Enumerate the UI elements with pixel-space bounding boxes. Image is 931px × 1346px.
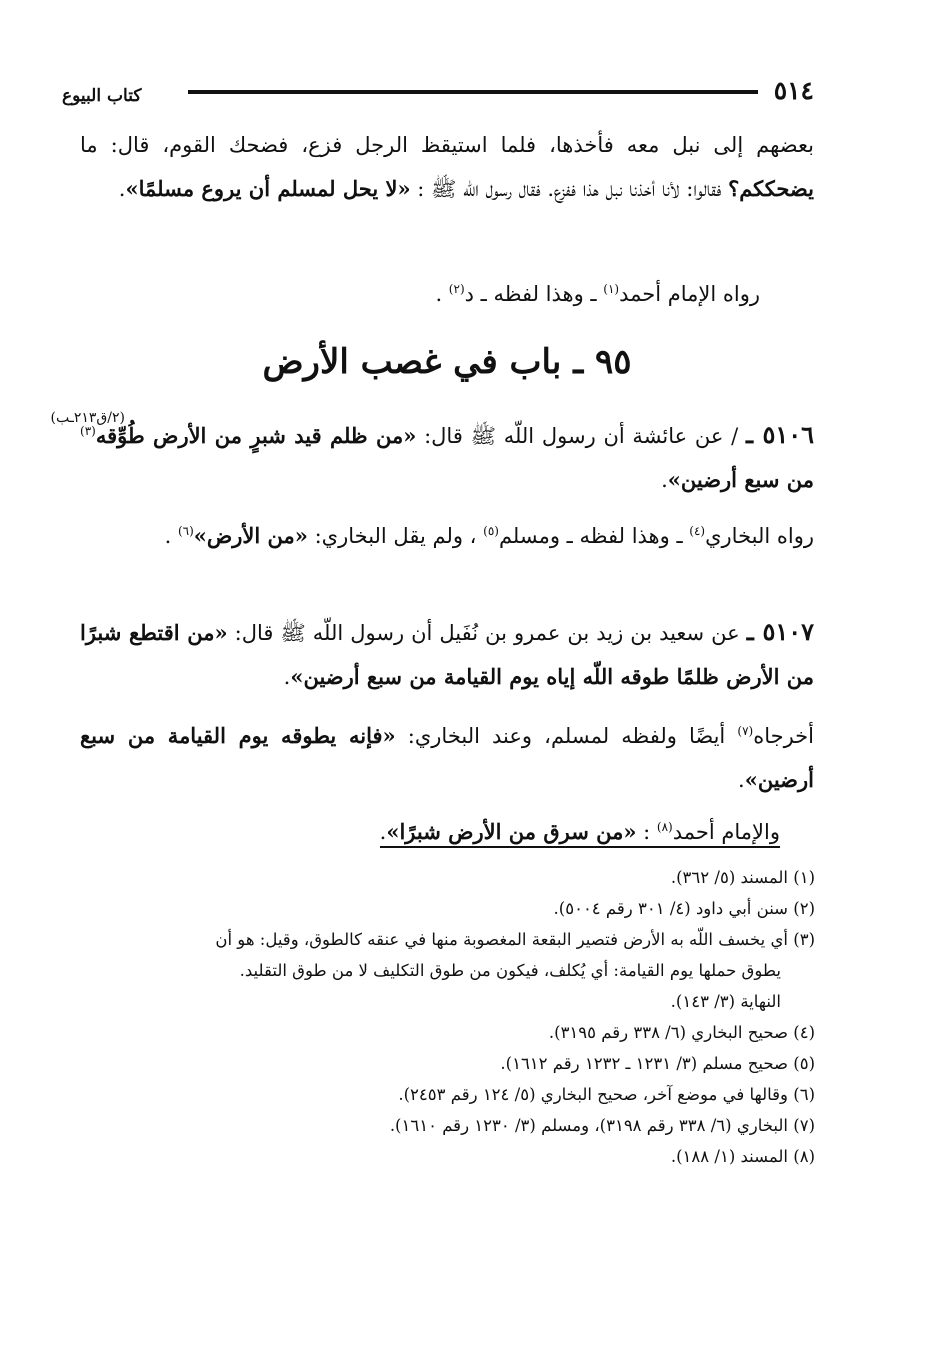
- paragraph-hadith-continuation: [80, 124, 814, 211]
- page-number: ٥١٤: [773, 76, 814, 105]
- text-segment: رواه الإمام أحمد: [619, 282, 760, 306]
- footnote-item: (٧) البخاري (٦/ ٣٣٨ رقم ٣١٩٨)، ومسلم (٣/ ١٢٣٠ رقم ١٦١٠).: [389, 1116, 815, 1135]
- footnote-item-continuation: يطوق حملها يوم القيامة: أي يُكلف، فيكون من طوق التكليف لا من طوق التقليد.: [239, 961, 781, 980]
- footnote-item: (٤) صحيح البخاري (٦/ ٣٣٨ رقم ٣١٩٥).: [548, 1023, 815, 1042]
- footnote-ref: (٨): [656, 820, 673, 834]
- footnote-item: (١) المسند (٥/ ٣٦٢).: [670, 868, 815, 887]
- hadith-quote: «لا يحل لمسلم أن يروع مسلمًا»: [125, 176, 411, 201]
- hadith-quote: «من اقتطع شبرًا من الأرض ظلمًا طوقه اللّه إياه يوم القيامة من سبع أرضين»: [80, 620, 814, 689]
- hadith-number: ٥١٠٦ ـ: [745, 420, 814, 449]
- footnote-item: (٢) سنن أبي داود (٤/ ٣٠١ رقم ٥٠٠٤).: [553, 899, 815, 918]
- footnote-ref: (٣): [80, 424, 96, 438]
- footnote-item: (٥) صحيح مسلم (٣/ ١٢٣١ ـ ١٢٣٢ رقم ١٦١٢).: [500, 1054, 815, 1073]
- hadith-5107: [80, 610, 814, 699]
- footnote-ref: (٢): [448, 282, 465, 296]
- text-segment: .: [118, 177, 126, 201]
- text-segment: .: [164, 524, 178, 548]
- text-segment: .: [738, 768, 745, 792]
- hadith-quote: «من سرق من الأرض شبرًا»: [386, 819, 637, 844]
- text-segment: .: [379, 820, 387, 844]
- paragraph-narration-source: [80, 268, 760, 316]
- narration-5106: [80, 510, 814, 558]
- text-segment: / عن عائشة أن رسول اللّه ﷺ قال:: [416, 424, 746, 448]
- footnote-ref: (٧): [737, 724, 754, 738]
- hadith-5106: [80, 410, 814, 502]
- hadith-quote: «من ظلم قيد شبرٍ من الأرض طُوِّقه: [95, 423, 417, 448]
- footnote-item: (٦) وقالها في موضع آخر، صحيح البخاري (٥/ ١٢٤ رقم ٢٤٥٣).: [398, 1085, 815, 1104]
- text-segment: ـ وهذا لفظه ـ ومسلم: [498, 524, 690, 548]
- manuscript-reference: (٢/ق٢١٣ـب): [50, 410, 125, 426]
- text-segment: .: [435, 282, 449, 306]
- bold-segment: يضحككم؟: [728, 176, 814, 201]
- footnote-item: (٨) المسند (١/ ١٨٨).: [670, 1147, 815, 1166]
- text-segment: أخرجاه: [753, 724, 814, 748]
- book-title: كتاب البيوع: [62, 86, 142, 106]
- hadith-number: ٥١٠٧ ـ: [746, 617, 814, 646]
- hadith-quote: «من الأرض»: [193, 523, 308, 548]
- text-segment: ، ولم يقل البخاري:: [307, 524, 484, 548]
- page-header: [62, 76, 814, 110]
- hadith-quote: من سبع أرضين»: [667, 467, 814, 492]
- underlined-line: [380, 820, 780, 848]
- narration-ahmad: [80, 806, 780, 854]
- chapter-heading: ٩٥ ـ باب في غصب الأرض: [262, 342, 632, 382]
- hadith-quote: «فإنه يطوقه يوم القيامة من سبع أرضين»: [80, 723, 814, 792]
- text-segment: فقالوا: لأنا أخذنا نبل هذا ففزع. فقال رسول اللّه ﷺ :: [410, 177, 729, 201]
- text-segment: .: [283, 665, 291, 689]
- narration-5107: [80, 710, 814, 802]
- text-segment: عن سعيد بن زيد بن عمرو بن نُفَيل أن رسول اللّه ﷺ قال:: [227, 621, 747, 645]
- footnote-item: (٣) أي يخسف اللّه به الأرض فتصير البقعة المغصوبة منها في عنقه كالطوق، وقيل: هو أن: [215, 930, 815, 949]
- footnote-ref: (٥): [483, 524, 499, 538]
- footnote-ref: (١): [603, 282, 620, 296]
- text-segment: .: [661, 468, 668, 492]
- text-segment: ـ وهذا لفظه ـ د: [464, 282, 604, 306]
- footnotes-list: [80, 862, 815, 1172]
- text-segment: والإمام أحمد: [672, 820, 780, 844]
- text-segment: أيضًا ولفظه لمسلم، وعند البخاري:: [395, 724, 738, 748]
- text-segment: بعضهم إلى نبل معه فأخذها، فلما استيقظ الرجل فزع، فضحك القوم، قال: ما: [80, 133, 814, 157]
- footnote-ref: (٤): [689, 524, 706, 538]
- footnote-item-continuation: النهاية (٣/ ١٤٣).: [670, 992, 781, 1011]
- text-segment: رواه البخاري: [705, 524, 814, 548]
- footnote-ref: (٦): [177, 524, 194, 538]
- text-segment: :: [636, 820, 657, 844]
- header-rule: [188, 90, 758, 94]
